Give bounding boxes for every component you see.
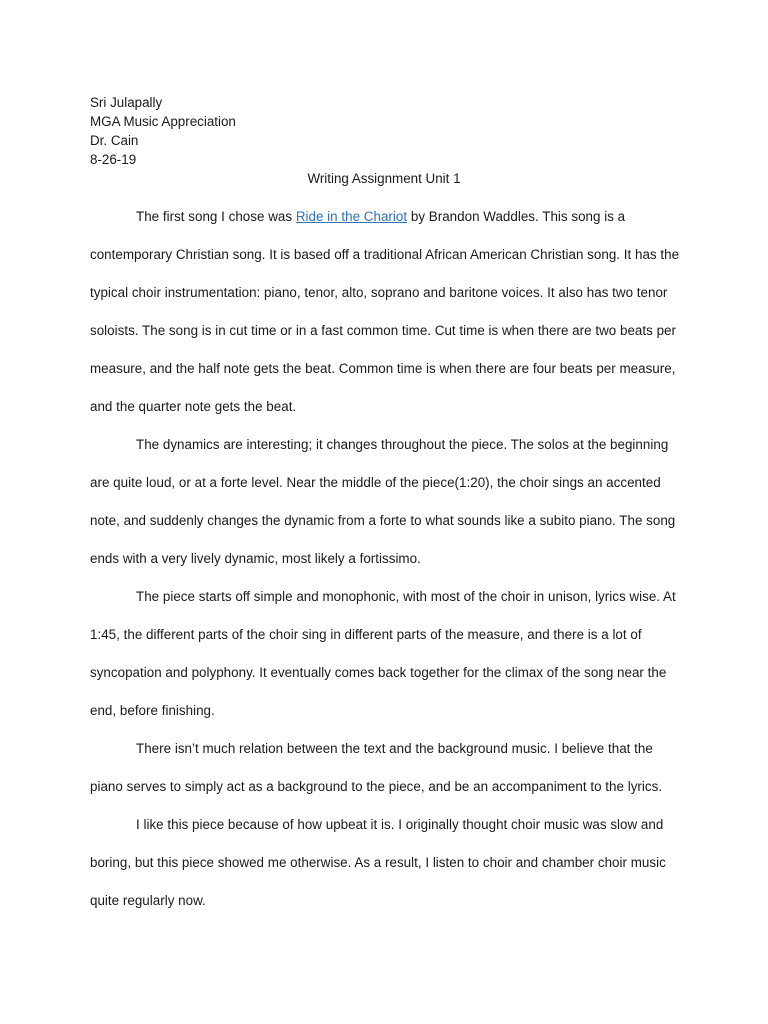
date: 8-26-19 [90,152,137,167]
paragraph-1-end: by Brandon Waddles. This song is a contemporary Christian song. It is based off a traditional African American Christian song. It has the typical choir instrumentation: piano, tenor, alto, soprano and baritone voices. It also has two tenor soloists. The song is in cut time or in a fast common time. Cut time is when there are two beats per measure, and the half note gets the beat. Common time is when there are four beats per measure, and the quarter note gets the beat. [90,209,680,414]
paragraph-5: I like this piece because of how upbeat it is. I originally thought choir music was slow and boring, but this piece showed me otherwise. As a result, I listen to choir and chamber choir music quite regularly now. [90,817,666,908]
header-block [90,93,236,169]
paragraph-4: There isn’t much relation between the text and the background music. I believe that the piano serves to simply act as a background to the piece, and be an accompaniment to the lyrics. [90,741,663,794]
instructor-name: Dr. Cain [90,133,139,148]
paragraph-1-start: The first song I chose was [136,209,296,224]
paragraph-1 [90,198,680,426]
paragraph-3: The piece starts off simple and monophonic, with most of the choir in unison, lyrics wise. At 1:45, the different parts of the choir sing in different parts of the measure, and there is a lot of syncopation and polyphony. It eventually comes back together for the climax of the song near the end, before finishing. [90,589,676,718]
course-name: MGA Music Appreciation [90,114,236,129]
body-text [90,198,680,920]
paragraph-2: The dynamics are interesting; it changes throughout the piece. The solos at the beginning are quite loud, or at a forte level. Near the middle of the piece(1:20), the choir sings an accented note, and suddenly changes the dynamic from a forte to what sounds like a subito piano. The song ends with a very lively dynamic, most likely a fortissimo. [90,437,676,566]
song-link[interactable]: Ride in the Chariot [295,209,408,224]
author-name: Sri Julapally [90,95,163,110]
document-title: Writing Assignment Unit 1 [307,171,461,186]
